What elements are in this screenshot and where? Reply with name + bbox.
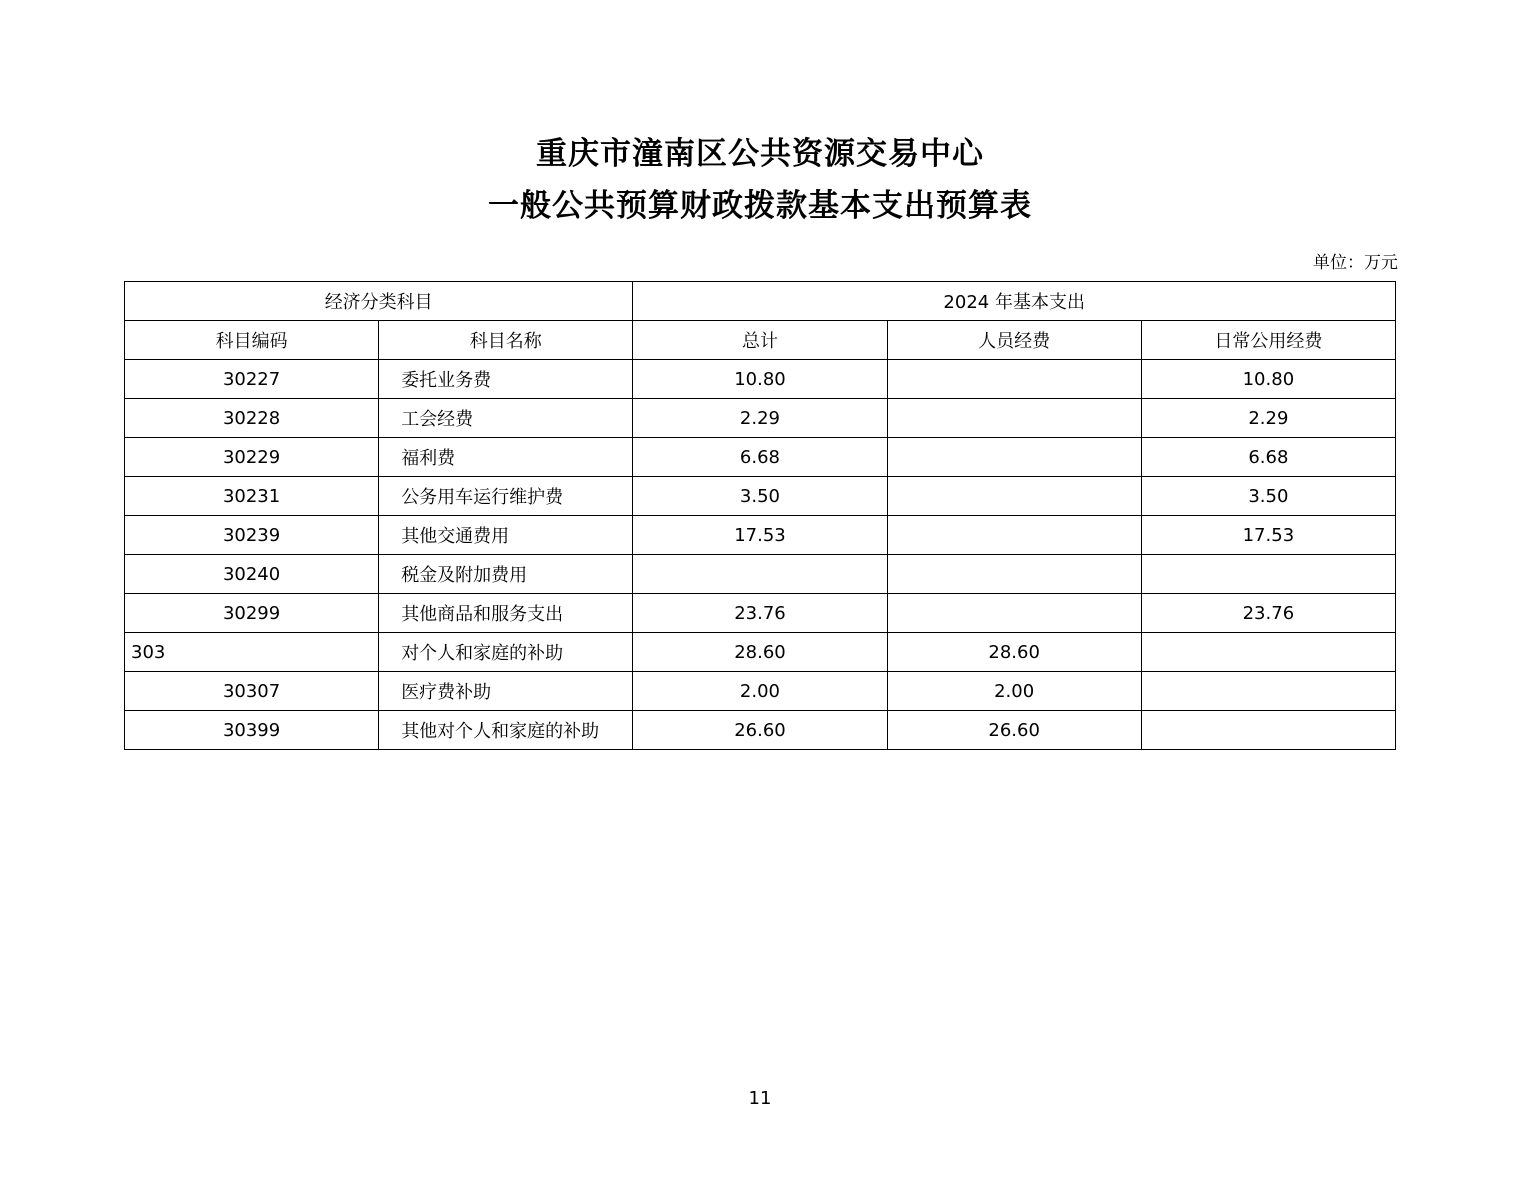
cell-code: 30240 bbox=[125, 555, 379, 594]
cell-name: 其他交通费用 bbox=[379, 516, 633, 555]
table-body bbox=[125, 360, 1396, 750]
cell-code: 30299 bbox=[125, 594, 379, 633]
cell-code: 30228 bbox=[125, 399, 379, 438]
cell-name: 税金及附加费用 bbox=[379, 555, 633, 594]
cell-name: 其他对个人和家庭的补助 bbox=[379, 711, 633, 750]
cell-name: 福利费 bbox=[379, 438, 633, 477]
cell-daily: 10.80 bbox=[1141, 360, 1395, 399]
cell-personnel bbox=[887, 477, 1141, 516]
table-row bbox=[125, 555, 1396, 594]
cell-total: 28.60 bbox=[633, 633, 887, 672]
cell-daily bbox=[1141, 711, 1395, 750]
budget-table bbox=[124, 281, 1396, 750]
table-row bbox=[125, 633, 1396, 672]
cell-code: 30229 bbox=[125, 438, 379, 477]
cell-code: 30227 bbox=[125, 360, 379, 399]
cell-code: 30231 bbox=[125, 477, 379, 516]
cell-daily: 17.53 bbox=[1141, 516, 1395, 555]
table-row bbox=[125, 672, 1396, 711]
cell-total: 6.68 bbox=[633, 438, 887, 477]
cell-personnel: 26.60 bbox=[887, 711, 1141, 750]
table-row bbox=[125, 438, 1396, 477]
table-row bbox=[125, 399, 1396, 438]
unit-note: 单位：万元 bbox=[1313, 253, 1398, 273]
cell-personnel bbox=[887, 516, 1141, 555]
table-row bbox=[125, 594, 1396, 633]
cell-personnel: 28.60 bbox=[887, 633, 1141, 672]
group-header-economic-classification: 经济分类科目 bbox=[125, 282, 633, 321]
cell-code: 30399 bbox=[125, 711, 379, 750]
cell-name: 公务用车运行维护费 bbox=[379, 477, 633, 516]
table-group-header-row bbox=[125, 282, 1396, 321]
cell-name: 委托业务费 bbox=[379, 360, 633, 399]
cell-name: 工会经费 bbox=[379, 399, 633, 438]
group-header-basic-expenditure: 2024 年基本支出 bbox=[633, 282, 1396, 321]
document-page bbox=[0, 128, 1520, 1202]
cell-daily bbox=[1141, 633, 1395, 672]
cell-personnel bbox=[887, 360, 1141, 399]
title-line-1: 重庆市潼南区公共资源交易中心 bbox=[536, 136, 984, 172]
cell-code: 30239 bbox=[125, 516, 379, 555]
cell-name: 对个人和家庭的补助 bbox=[379, 633, 633, 672]
cell-total: 3.50 bbox=[633, 477, 887, 516]
budget-table-container bbox=[124, 281, 1396, 750]
column-header-name: 科目名称 bbox=[379, 321, 633, 360]
title-line-2: 一般公共预算财政拨款基本支出预算表 bbox=[488, 188, 1032, 224]
cell-total: 10.80 bbox=[633, 360, 887, 399]
cell-personnel bbox=[887, 594, 1141, 633]
table-row bbox=[125, 360, 1396, 399]
cell-personnel: 2.00 bbox=[887, 672, 1141, 711]
table-row bbox=[125, 711, 1396, 750]
table-row bbox=[125, 477, 1396, 516]
cell-total: 2.00 bbox=[633, 672, 887, 711]
cell-code: 303 bbox=[125, 633, 379, 672]
table-row bbox=[125, 516, 1396, 555]
cell-personnel bbox=[887, 399, 1141, 438]
cell-total: 26.60 bbox=[633, 711, 887, 750]
column-header-total: 总计 bbox=[633, 321, 887, 360]
cell-total: 2.29 bbox=[633, 399, 887, 438]
column-header-code: 科目编码 bbox=[125, 321, 379, 360]
cell-total: 23.76 bbox=[633, 594, 887, 633]
cell-daily: 23.76 bbox=[1141, 594, 1395, 633]
cell-daily: 3.50 bbox=[1141, 477, 1395, 516]
document-title bbox=[0, 128, 1520, 232]
cell-total bbox=[633, 555, 887, 594]
table-column-header-row bbox=[125, 321, 1396, 360]
cell-daily bbox=[1141, 555, 1395, 594]
table-head bbox=[125, 282, 1396, 360]
cell-daily: 6.68 bbox=[1141, 438, 1395, 477]
column-header-personnel: 人员经费 bbox=[887, 321, 1141, 360]
cell-name: 医疗费补助 bbox=[379, 672, 633, 711]
cell-total: 17.53 bbox=[633, 516, 887, 555]
cell-name: 其他商品和服务支出 bbox=[379, 594, 633, 633]
cell-daily: 2.29 bbox=[1141, 399, 1395, 438]
column-header-daily: 日常公用经费 bbox=[1141, 321, 1395, 360]
cell-code: 30307 bbox=[125, 672, 379, 711]
cell-personnel bbox=[887, 438, 1141, 477]
cell-personnel bbox=[887, 555, 1141, 594]
page-number: 11 bbox=[748, 1088, 772, 1109]
cell-daily bbox=[1141, 672, 1395, 711]
